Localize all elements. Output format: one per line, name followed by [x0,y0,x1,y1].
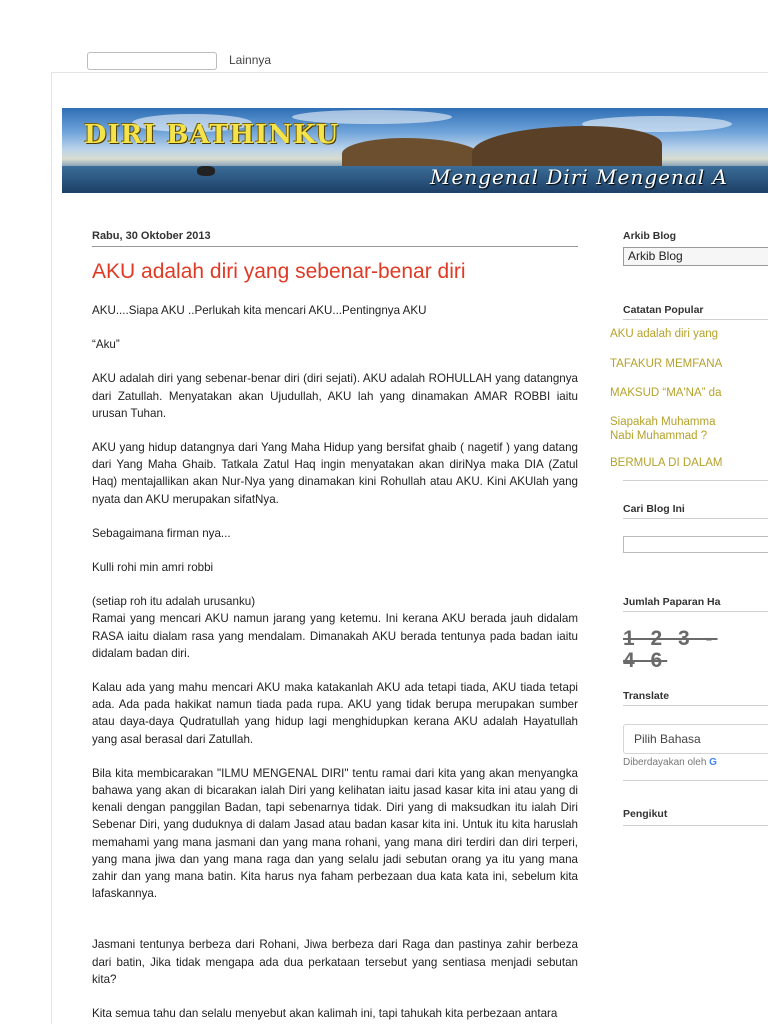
archive-select[interactable]: Arkib Blog [623,247,768,266]
blog-tagline: Mengenal Diri Mengenal A [430,165,728,189]
pageview-digits: 1 2 3 - [623,627,718,650]
navbar-search-input[interactable] [87,52,217,70]
post-paragraph: Kita semua tahu dan selalu menyebut akan kalimah ini, tapi tahukah kita perbezaan antara [92,1007,558,1021]
post-paragraph: Bila kita membicarakan "ILMU MENGENAL DIRI" tentu ramai dari kita yang akan menyangka bahawa yang akan di bicarakan ialah Diri yang kelihatan iaitu jasad kasar kita ini atau yang di kenali dengan panggilan Badan, tapi sebenarnya tidak. Diri yang di maksudkan itu ialah Diri Sebenar Diri, yang duduknya di dalam Jasad atau badan kasar kita ini. Untuk itu kita haruslah memahami yang mana jasmani dan yang mana rohani, yang mana diri terdiri dan diri terperi, yang mana jiwa dan yang mana raga dan yang selalu jadi sebutan orang ya itu yang mana zahir dan yang mana batin. Kita harus nya faham perbezaan dua kata kata ini, sebelum kita lafaskannya. [92,766,578,901]
post-paragraph: Jasmani tentunya berbeza dari Rohani, Jiwa berbeza dari Raga dan pastinya zahir berbeza dari batin, Jika tidak mengapa ada dua perkataan tersebut yang sentiasa menjadi sebutan kita? [92,938,578,986]
pageviews-heading: Jumlah Paparan Ha [623,596,721,608]
popular-post-link[interactable]: Nabi Muhammad ? [610,430,708,442]
popular-heading: Catatan Popular [623,304,704,316]
google-logo[interactable]: G [709,757,717,768]
header-banner[interactable] [62,108,768,193]
sidebar-divider [623,780,768,781]
post-paragraph: Sebagaimana firman nya... [92,526,231,540]
popular-post-link[interactable]: MAKSUD “MA'NA” da [610,387,722,399]
post-paragraph: AKU....Siapa AKU ..Perlukah kita mencari AKU...Pentingnya AKU [92,304,427,317]
blog-search-input[interactable] [623,536,768,553]
blogger-navbar [0,0,768,72]
sidebar-divider [623,825,768,826]
post-body [92,302,578,1022]
post-paragraph: Kulli rohi min amri robbi [92,561,214,575]
search-heading: Cari Blog Ini [623,503,685,515]
pageview-counter [623,628,768,672]
post-paragraph: AKU yang hidup datangnya dari Yang Maha Hidup yang bersifat ghaib ( nagetif ) yang datang dari Yang Maha Ghaib. Tatkala Zatul Haq ingin menyatakan akan diriNya maka DIA (Zatul Haq) mentajallikan akan Nur-Nya yang dinamakan kini Rohullah atau AKU. Kini AKUlah yang nyata dan AKU merupakan sifatNya. [92,441,578,506]
date-divider [92,246,578,247]
translate-heading: Translate [623,690,670,702]
sidebar-divider [623,705,768,706]
post-paragraph: “Aku” [92,338,120,352]
post-paragraph: Kalau ada yang mahu mencari AKU maka katakanlah AKU ada tetapi tiada, AKU tiada tetapi ada. Ada pada hakikat namun tiada pada rupa. AKU yang tidak berupa merupakan sumber atau daya-daya Qudratullah yang hidup lagi menghidupkan kerana AKU adalah Hayatullah yang asal berasal dari Zatullah. [92,681,578,746]
navbar-more-link[interactable]: Lainnya [229,53,272,67]
post-title[interactable]: AKU adalah diri yang sebenar-benar diri [92,260,466,283]
archive-heading: Arkib Blog [623,230,677,242]
sidebar-divider [623,319,768,320]
powered-by-text [623,757,717,768]
popular-post-link[interactable]: Siapakah Muhamma [610,416,716,428]
popular-post-link[interactable]: BERMULA DI DALAM [610,457,723,469]
popular-post-link[interactable]: TAFAKUR MEMFANA [610,358,723,370]
banner-rock [197,166,215,176]
post-paragraph: AKU adalah diri yang sebenar-benar diri (diri sejati). AKU adalah ROHULLAH yang datangnya dari Zatullah. Menyatakan akan Ujudullah, AKU lah yang dinamakan AMAR ROBBI iaitu urusan Tuhan. [92,372,578,420]
sidebar-divider [623,518,768,519]
post-paragraph: Ramai yang mencari AKU namun jarang yang ketemu. Ini kerana AKU berada jauh didalam RASA iaitu dialam rasa yang mendalam. Dimanakah AKU berada tentunya pada badan iaitu didalam badan diri. [92,612,578,660]
followers-heading: Pengikut [623,808,668,820]
blog-title[interactable]: DIRI BATHINKU [84,120,340,150]
sidebar-divider [623,611,768,612]
powered-by-label: Diberdayakan oleh [623,757,707,768]
popular-post-link[interactable]: AKU adalah diri yang [610,328,719,340]
pageview-digits: 4 6 [623,649,668,672]
sidebar-divider [623,480,768,481]
post-date: Rabu, 30 Oktober 2013 [92,230,211,242]
language-select[interactable]: Pilih Bahasa [623,724,768,754]
post-paragraph: (setiap roh itu adalah urusanku) [92,595,256,609]
